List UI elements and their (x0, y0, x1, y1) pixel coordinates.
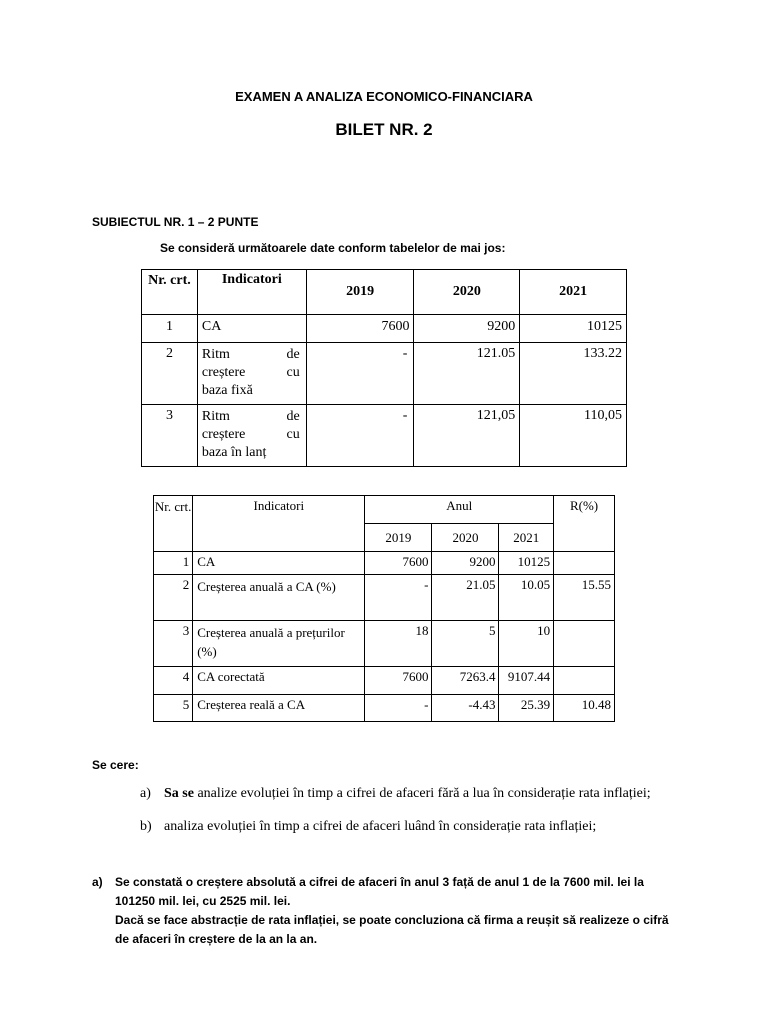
header-cell: 2020 (414, 270, 520, 315)
requirement-a-marker: a) (140, 786, 151, 801)
subject-heading: SUBIECTUL NR. 1 – 2 PUNTE (92, 215, 259, 229)
table-cell: CA (193, 552, 365, 575)
requirements-label: Se cere: (92, 758, 139, 772)
table-cell: - (365, 575, 432, 621)
table-cell: 121,05 (414, 405, 520, 467)
table-cell: 1 (142, 315, 198, 343)
table-cell: 110,05 (520, 405, 627, 467)
table-cell: 7263.4 (432, 667, 499, 695)
table-cell: 2 (154, 575, 193, 621)
indicators-table-1 (141, 269, 627, 467)
table-cell: 7600 (365, 667, 432, 695)
header-cell: Nr. crt. (154, 496, 193, 552)
table-cell: 9200 (414, 315, 520, 343)
table-header-row (142, 270, 627, 315)
answer-line: Dacă se face abstracție de rata inflației, se poate concluziona că firma a reușit să realizeze o cifră (115, 913, 669, 927)
header-cell: Indicatori (193, 496, 365, 552)
table-cell (554, 621, 615, 667)
table-row (142, 315, 627, 343)
table-cell: 3 (142, 405, 198, 467)
table-cell: 9107.44 (499, 667, 554, 695)
header-cell: Indicatori (197, 270, 306, 315)
table-row (154, 575, 615, 621)
header-cell: Nr. crt. (142, 270, 198, 315)
answer-line: de afaceri în creștere de la an la an. (115, 932, 318, 946)
table-cell: 7600 (306, 315, 414, 343)
table-cell: 3 (154, 621, 193, 667)
table-cell: - (306, 405, 414, 467)
header-cell: 2021 (499, 524, 554, 552)
table-row (154, 552, 615, 575)
indicators-table-2 (153, 495, 615, 722)
exam-title: EXAMEN A ANALIZA ECONOMICO-FINANCIARA (235, 89, 533, 104)
table-cell: 10 (499, 621, 554, 667)
table-row (154, 667, 615, 695)
table-cell: 2 (142, 343, 198, 405)
header-cell: 2020 (432, 524, 499, 552)
table-cell: Creșterea reală a CA (193, 695, 365, 722)
requirement-b-text: analiza evoluției în timp a cifrei de afaceri luând în considerație rata inflației; (164, 819, 597, 834)
indicator-line: baza în lanț (201, 445, 267, 460)
indicator-line: creștere cu (201, 365, 300, 380)
answer-line: 101250 mil. lei, cu 2525 mil. lei. (115, 894, 291, 908)
table-cell: CA corectată (193, 667, 365, 695)
header-cell: 2019 (365, 524, 432, 552)
table-row (154, 695, 615, 722)
table-row (142, 343, 627, 405)
table-cell (197, 343, 306, 405)
ticket-number: BILET NR. 2 (335, 120, 433, 139)
header-cell: 2019 (306, 270, 414, 315)
table-cell: 15.55 (554, 575, 615, 621)
requirement-a-bold: Sa se (164, 786, 194, 801)
table-cell: - (306, 343, 414, 405)
answer-body (115, 873, 695, 949)
header-cell: R(%) (554, 496, 615, 552)
table-cell: 133.22 (520, 343, 627, 405)
table-cell (197, 405, 306, 467)
table-header-row (154, 496, 615, 524)
indicator-line: Ritm de (201, 347, 300, 362)
table-cell: Creșterea anuală a CA (%) (193, 575, 365, 621)
table-cell: Creșterea anuală a prețurilor (%) (193, 621, 365, 667)
requirement-a (164, 785, 674, 802)
table-cell: 21.05 (432, 575, 499, 621)
requirement-b-marker: b) (140, 819, 152, 834)
table-cell: 7600 (365, 552, 432, 575)
table-cell: 1 (154, 552, 193, 575)
table-cell: 5 (432, 621, 499, 667)
table-cell: 121.05 (414, 343, 520, 405)
table-cell: - (365, 695, 432, 722)
answer-marker: a) (92, 875, 103, 889)
table-cell (554, 552, 615, 575)
table-cell: 10.05 (499, 575, 554, 621)
table-cell: 10125 (499, 552, 554, 575)
answer-line: Se constată o creștere absolută a cifrei de afaceri în anul 3 față de anul 1 de la 7600 mil. lei la (115, 875, 644, 889)
indicator-line: creștere cu (201, 427, 300, 442)
table-cell: CA (197, 315, 306, 343)
table-row (142, 405, 627, 467)
requirement-a-text: analize evoluției în timp a cifrei de afaceri fără a lua în considerație rata inflației; (197, 786, 651, 801)
indicator-line: Ritm de (201, 409, 300, 424)
subject-intro: Se consideră următoarele date conform tabelelor de mai jos: (160, 241, 506, 255)
table-cell: -4.43 (432, 695, 499, 722)
table-cell: 25.39 (499, 695, 554, 722)
table-cell (554, 667, 615, 695)
table-cell: 4 (154, 667, 193, 695)
table-cell: 9200 (432, 552, 499, 575)
table-cell: 10125 (520, 315, 627, 343)
table-cell: 5 (154, 695, 193, 722)
header-cell: 2021 (520, 270, 627, 315)
header-cell: Anul (365, 496, 554, 524)
indicator-line: baza fixă (201, 383, 253, 398)
table-cell: 18 (365, 621, 432, 667)
table-row (154, 621, 615, 667)
table-cell: 10.48 (554, 695, 615, 722)
